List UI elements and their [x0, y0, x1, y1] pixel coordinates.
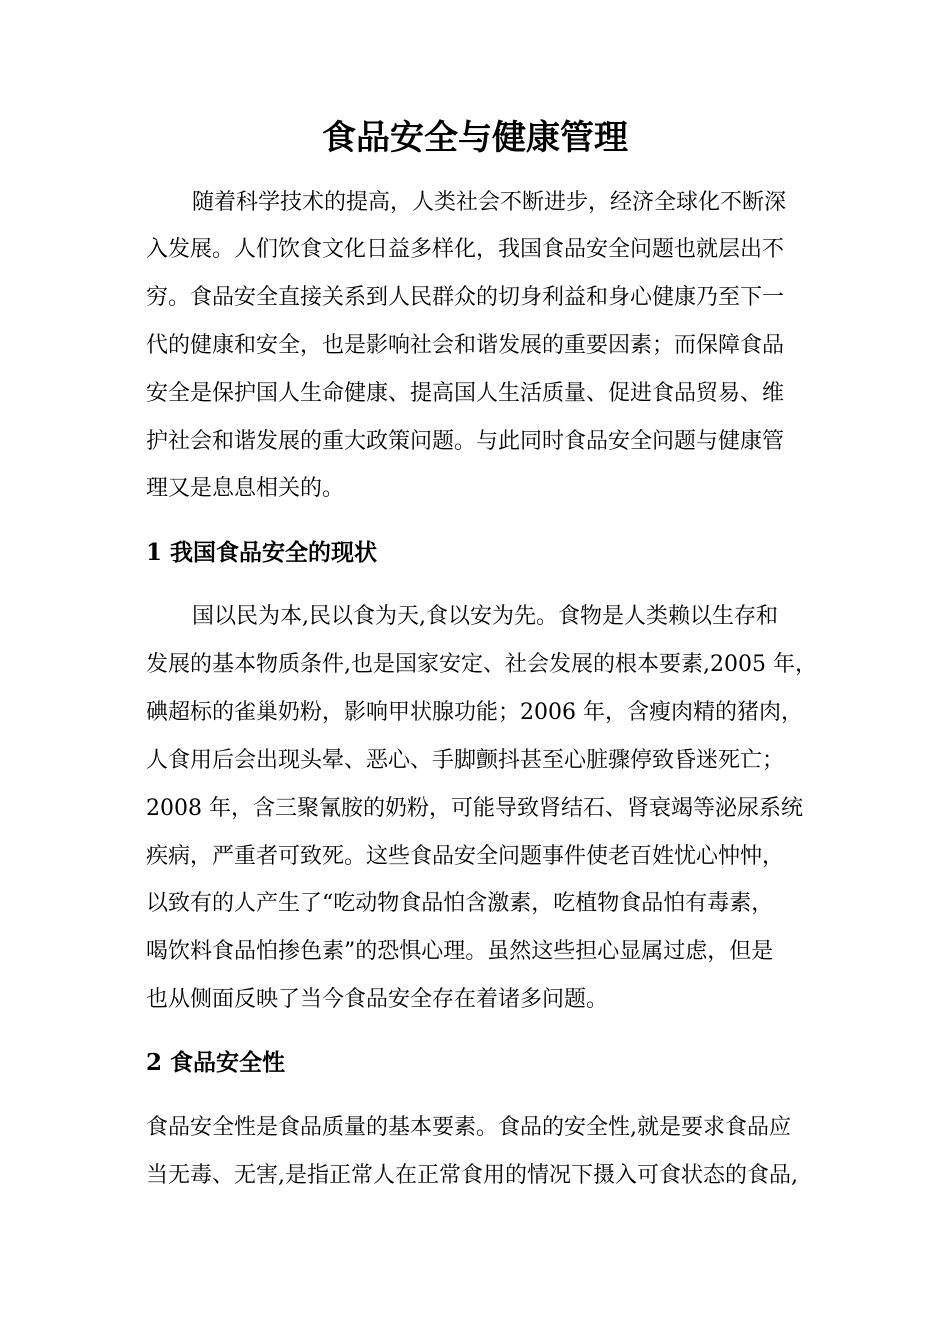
- section-1-heading: 1 我国食品安全的现状: [146, 539, 378, 566]
- section-1-line-4: 人食用后会出现头晕、恶心、手脚颤抖甚至心脏骤停致昏迷死亡；: [146, 748, 785, 773]
- intro-line-4: 代的健康和安全，也是影响社会和谐发展的重要因素；而保障食品: [146, 333, 785, 358]
- document-title: 食品安全与健康管理: [322, 118, 628, 158]
- section-2-heading: 2 食品安全性: [146, 1049, 286, 1076]
- section-1-line-7: 以致有的人产生了“吃动物食品怕含激素，吃植物食品怕有毒素，: [146, 891, 774, 916]
- section-1-line-8: 喝饮料食品怕掺色素”的恐惧心理。虽然这些担心显属过虑，但是: [146, 939, 774, 964]
- section-1-line-5: 2008 年，含三聚氰胺的奶粉，可能导致肾结石、肾衰竭等泌尿系统: [146, 796, 803, 821]
- intro-line-7: 理又是息息相关的。: [146, 476, 345, 501]
- section-2-line-2: 当无毒、无害,是指正常人在正常食用的情况下摄入可食状态的食品,: [146, 1163, 798, 1188]
- intro-line-1: 随着科学技术的提高，人类社会不断进步，经济全球化不断深: [192, 190, 787, 215]
- intro-line-6: 护社会和谐发展的重大政策问题。与此同时食品安全问题与健康管: [146, 429, 785, 454]
- intro-line-2: 入发展。人们饮食文化日益多样化，我国食品安全问题也就层出不: [146, 237, 785, 262]
- intro-line-3: 穷。食品安全直接关系到人民群众的切身利益和身心健康乃至下一: [146, 285, 785, 310]
- intro-line-5: 安全是保护国人生命健康、提高国人生活质量、促进食品贸易、维: [146, 381, 785, 406]
- section-1-line-6: 疾病，严重者可致死。这些食品安全问题事件使老百姓忧心忡忡，: [146, 844, 785, 869]
- section-1-line-3: 碘超标的雀巢奶粉，影响甲状腺功能；2006 年，含瘦肉精的猪肉，: [146, 700, 803, 725]
- section-2-line-1: 食品安全性是食品质量的基本要素。食品的安全性,就是要求食品应: [146, 1115, 791, 1140]
- section-1-line-1: 国以民为本,民以食为天,食以安为先。食物是人类赖以生存和: [192, 604, 778, 629]
- section-1-line-2: 发展的基本物质条件,也是国家安定、社会发展的根本要素,2005 年，: [146, 652, 817, 677]
- section-1-line-9: 也从侧面反映了当今食品安全存在着诸多问题。: [146, 987, 609, 1012]
